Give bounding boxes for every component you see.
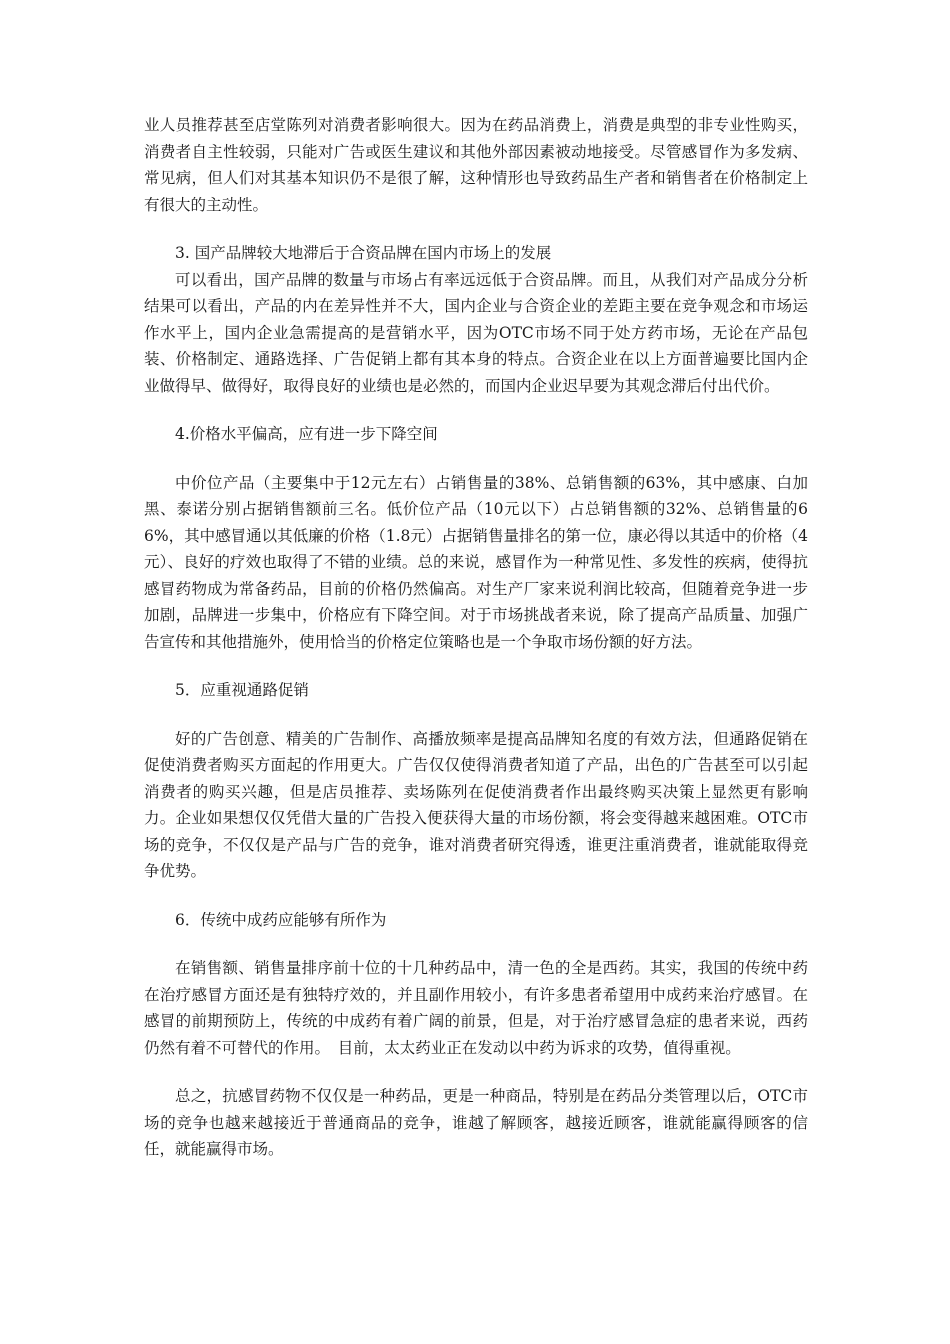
paragraph-section-5: 好的广告创意、精美的广告制作、高播放频率是提高品牌知名度的有效方法，但通路促销在促使消费者购买方面起的作用更大。广告仅仅使得消费者知道了产品，出色的广告甚至可以引起消费者的购买兴趣，但是店员推荐、卖场陈列在促使消费者作出最终购买决策上显然更有影响力。企业如果想仅仅凭借大量的广告投入便获得大量的市场份额，将会变得越来越困难。OTC市场的竞争，不仅仅是产品与广告的竞争，谁对消费者研究得透，谁更注重消费者，谁就能取得竞争优势。 bbox=[144, 729, 808, 880]
section-heading-6: 6．传统中成药应能够有所作为 bbox=[175, 910, 387, 929]
paragraph-section-3: 可以看出，国产品牌的数量与市场占有率远远低于合资品牌。而且，从我们对产品成分分析结果可以看出，产品的内在差异性并不大，国内企业与合资企业的差距主要在竞争观念和市场运作水平上，国内企业急需提高的是营销水平，因为OTC市场不同于处方药市场，无论在产品包装、价格制定、通路选择、广告促销上都有其本身的特点。合资企业在以上方面普遍要比国内企业做得早、做得好，取得良好的业绩也是必然的，而国内企业迟早要为其观念滞后付出代价。 bbox=[144, 270, 808, 395]
section-heading-5: 5．应重视通路促销 bbox=[175, 681, 309, 699]
section-heading-3: 3. 国产品牌较大地滞后于合资品牌在国内市场上的发展 bbox=[175, 244, 552, 262]
paragraph-continuation: 业人员推荐甚至店堂陈列对消费者影响很大。因为在药品消费上，消费是典型的非专业性购买，消费者自主性较弱，只能对广告或医生建议和其他外部因素被动地接受。尽管感冒作为多发病、常见病，但人们对其基本知识仍不是很了解，这种情形也导致药品生产者和销售者在价格制定上有很大的主动性。 bbox=[144, 116, 808, 214]
paragraph-conclusion: 总之，抗感冒药物不仅仅是一种药品，更是一种商品，特别是在药品分类管理以后，OTC市场的竞争也越来越接近于普通商品的竞争，谁越了解顾客，越接近顾客，谁就能赢得顾客的信任，就能赢得市场。 bbox=[144, 1087, 808, 1158]
section-heading-4: 4.价格水平偏高，应有进一步下降空间 bbox=[175, 425, 438, 443]
document-page bbox=[144, 112, 808, 1163]
paragraph-section-4: 中价位产品（主要集中于12元左右）占销售量的38%、总销售额的63%，其中感康、白加黑、泰诺分别占据销售额前三名。低价位产品（10元以下）占总销售额的32%、总销售量的66%，其中感冒通以其低廉的价格（1.8元）占据销售量排名的第一位，康必得以其适中的价格（4 元）、良好的疗效也取得了不错的业绩。总的来说，感冒作为一种常见性、多发性的疾病，使得抗感冒药物成为常备药品，目前的价格仍然偏高。对生产厂家来说利润比较高，但随着竞争进一步加剧，品牌进一步集中，价格应有下降空间。对于市场挑战者来说，除了提高产品质量、加强广告宣传和其他措施外，使用恰当的价格定位策略也是一个争取市场份额的好方法。 bbox=[144, 473, 808, 651]
paragraph-section-6: 在销售额、销售量排序前十位的十几种药品中，清一色的全是西药。其实，我国的传统中药在治疗感冒方面还是有独特疗效的，并且副作用较小，有许多患者希望用中成药来治疗感冒。在感冒的前期预防上，传统的中成药有着广阔的前景，但是，对于治疗感冒急症的患者来说，西药仍然有着不可替代的作用。 目前，太太药业正在发动以中药为诉求的攻势，值得重视。 bbox=[144, 959, 808, 1057]
